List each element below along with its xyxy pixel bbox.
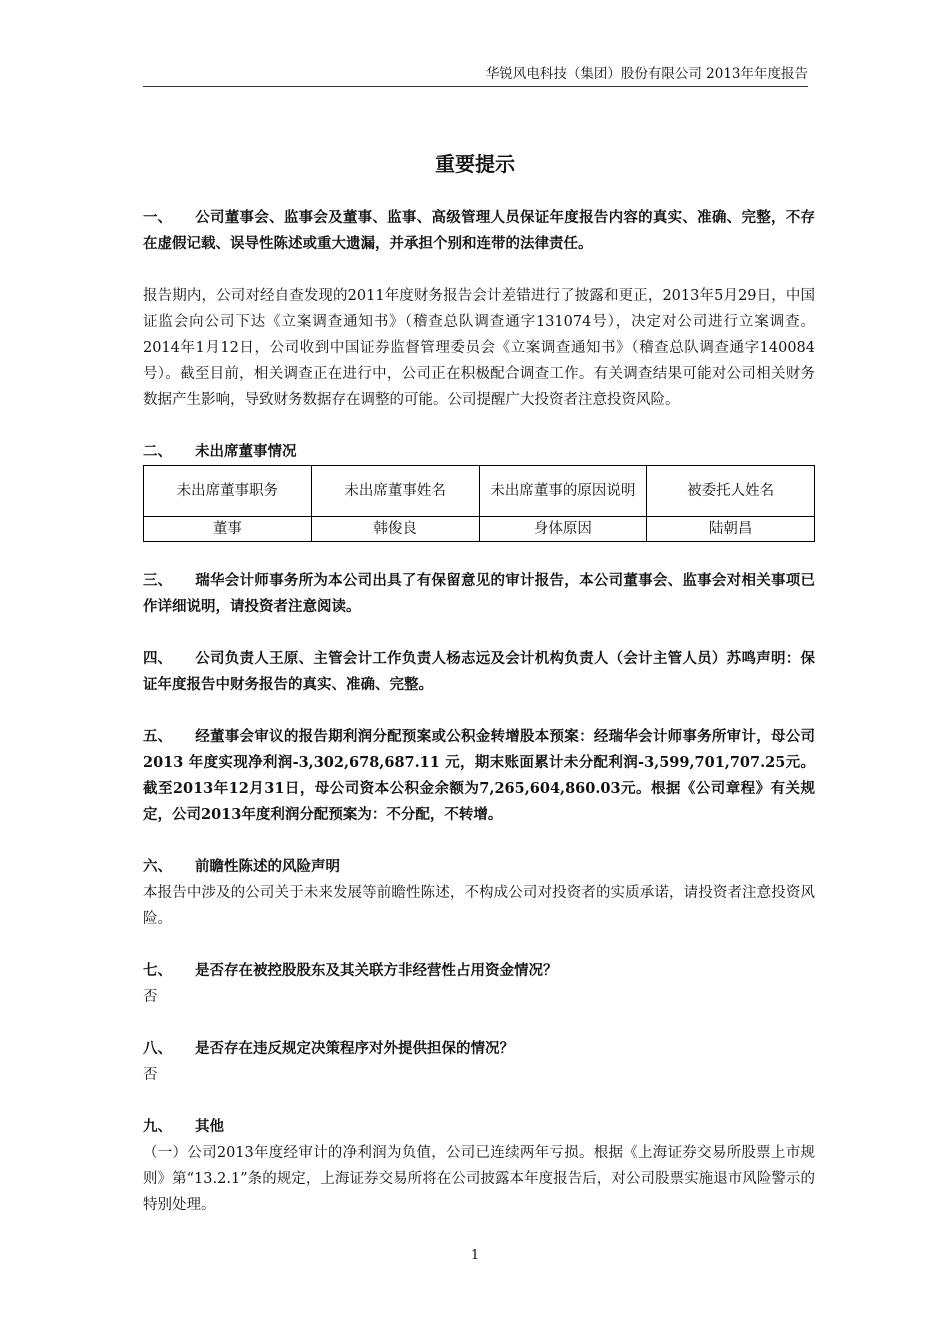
section-1-heading — [143, 205, 815, 257]
spacer — [143, 932, 815, 958]
spacer — [143, 413, 815, 439]
table-cell: 董事 — [144, 517, 312, 542]
table-cell: 韩俊良 — [311, 517, 479, 542]
section-1-body: 报告期内，公司对经自查发现的2011年度财务报告会计差错进行了披露和更正，2013年5月29日，中国证监会向公司下达《立案调查通知书》（稽查总队调查通字131074号），决定对公司进行立案调查。2014年1月12日，公司收到中国证券监督管理委员会《立案调查通知书》（稽查总队调查通字140084号）。截至目前，相关调查正在进行中，公司正在积极配合调查工作。有关调查结果可能对公司相关财务数据产生影响，导致财务数据存在调整的可能。公司提醒广大投资者注意投资风险。 — [143, 288, 815, 408]
section-1-heading-text: 公司董事会、监事会及董事、监事、高级管理人员保证年度报告内容的真实、准确、完整，不存在虚假记载、误导性陈述或重大遗漏，并承担个别和连带的法律责任。 — [143, 209, 815, 252]
section-5-heading — [143, 724, 815, 828]
spacer — [143, 1088, 815, 1114]
section-6-body: 本报告中涉及的公司关于未来发展等前瞻性陈述，不构成公司对投资者的实质承诺，请投资者注意投资风险。 — [143, 885, 815, 927]
table-header-cell: 未出席董事姓名 — [311, 466, 479, 517]
section-4-heading-text: 公司负责人王原、主管会计工作负责人杨志远及会计机构负责人（会计主管人员）苏鸣声明：保证年度报告中财务报告的真实、准确、完整。 — [143, 650, 815, 693]
section-3-number: 三、 — [143, 572, 172, 589]
section-5-number: 五、 — [143, 728, 172, 745]
page-title: 重要提示 — [435, 152, 515, 176]
table-cell: 陆朝昌 — [647, 517, 815, 542]
absent-directors-table — [143, 465, 815, 542]
spacer — [143, 542, 815, 568]
table-cell: 身体原因 — [479, 517, 647, 542]
page-number: 1 — [470, 1248, 480, 1263]
spacer — [143, 620, 815, 646]
section-3-heading-text: 瑞华会计师事务所为本公司出具了有保留意见的审计报告，本公司董事会、监事会对相关事项已作详细说明，请投资者注意阅读。 — [143, 572, 815, 615]
section-8-number: 八、 — [143, 1040, 172, 1057]
spacer — [143, 1010, 815, 1036]
section-6-heading — [143, 854, 815, 880]
section-2-heading — [143, 439, 815, 465]
section-8-heading-text: 是否存在违反规定决策程序对外提供担保的情况？ — [195, 1040, 514, 1057]
running-header: 华锐风电科技（集团）股份有限公司 2013年年度报告 — [143, 62, 808, 87]
section-8-heading — [143, 1036, 815, 1062]
table-header-row — [144, 466, 815, 517]
section-6-heading-text: 前瞻性陈述的风险声明 — [195, 858, 340, 875]
table-header-cell: 未出席董事职务 — [144, 466, 312, 517]
section-5-heading-text: 经董事会审议的报告期利润分配预案或公积金转增股本预案：经瑞华会计师事务所审计，母公司 2013 年度实现净利润-3,302,678,687.11 元，期末账面累计未分配利润-3,599,701,707.25元。截至2013年12月31日，母公司资本公积金余额为7,265,604,860.03元。根据《公司章程》有关规定，公司2013年度利润分配预案为：不分配，不转增。 — [143, 728, 815, 823]
section-7-body: 否 — [143, 989, 158, 1005]
spacer — [143, 698, 815, 724]
table-row — [144, 517, 815, 542]
section-2-number: 二、 — [143, 443, 172, 460]
content — [143, 205, 815, 1218]
section-2-heading-text: 未出席董事情况 — [195, 443, 297, 460]
section-7-number: 七、 — [143, 962, 172, 979]
section-1-number: 一、 — [143, 209, 172, 226]
spacer — [143, 257, 815, 283]
section-3-heading — [143, 568, 815, 620]
table-header-cell: 被委托人姓名 — [647, 466, 815, 517]
section-9-number: 九、 — [143, 1118, 172, 1135]
spacer — [143, 828, 815, 854]
section-6-number: 六、 — [143, 858, 172, 875]
section-9-heading-text: 其他 — [195, 1118, 224, 1135]
section-9-body: （一）公司2013年度经审计的净利润为负值，公司已连续两年亏损。根据《上海证券交易所股票上市规则》第“13.2.1”条的规定，上海证券交易所将在公司披露本年度报告后，对公司股票实施退市风险警示的特别处理。 — [143, 1145, 815, 1213]
section-9-heading — [143, 1114, 815, 1140]
section-4-number: 四、 — [143, 650, 172, 667]
table-header-cell: 未出席董事的原因说明 — [479, 466, 647, 517]
section-8-body: 否 — [143, 1067, 158, 1083]
section-7-heading-text: 是否存在被控股股东及其关联方非经营性占用资金情况？ — [195, 962, 558, 979]
section-7-heading — [143, 958, 815, 984]
section-4-heading — [143, 646, 815, 698]
